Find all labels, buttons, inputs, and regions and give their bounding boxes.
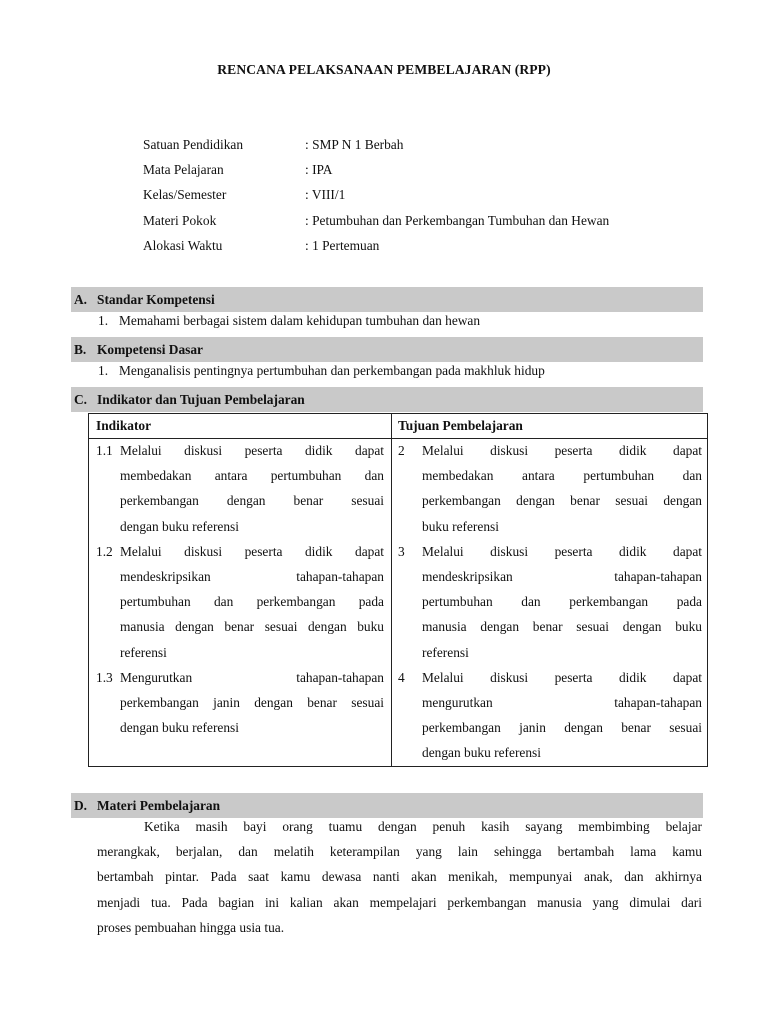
indikator-line: mendeskripsikan tahapan-tahapan	[120, 568, 384, 584]
table-header-indikator: Indikator	[96, 418, 152, 433]
section-title: Standar Kompetensi	[97, 292, 215, 307]
tujuan-number: 3	[398, 543, 405, 559]
indikator-line: membedakan antara pertumbuhan dan	[120, 468, 384, 484]
section-letter: D.	[74, 798, 88, 813]
paragraph-line: bertambah pintar. Pada saat kamu dewasa nanti akan menikah, mempunyai anak, dan akhirnya	[97, 869, 702, 885]
tujuan-line: pertumbuhan dan perkembangan pada	[422, 594, 702, 610]
tujuan-line: manusia dengan benar sesuai dengan buku	[422, 619, 702, 635]
identity-label: Mata Pelajaran	[143, 162, 224, 178]
identity-value: : 1 Pertemuan	[305, 237, 380, 253]
section-header-kompetensi-dasar	[71, 337, 703, 362]
indikator-line: Melalui diskusi peserta didik dapat	[120, 543, 384, 559]
paragraph-line: proses pembuahan hingga usia tua.	[97, 919, 285, 935]
identity-value: : Petumbuhan dan Perkembangan Tumbuhan dan Hewan	[305, 212, 610, 228]
indikator-line: perkembangan janin dengan benar sesuai	[120, 694, 384, 710]
section-title: Indikator dan Tujuan Pembelajaran	[97, 392, 305, 407]
identity-label: Kelas/Semester	[143, 187, 227, 203]
section-letter: A.	[74, 292, 88, 307]
tujuan-line: mengurutkan tahapan-tahapan	[422, 694, 702, 710]
list-number: 1.	[98, 313, 109, 328]
tujuan-line: mendeskripsikan tahapan-tahapan	[422, 568, 702, 584]
tujuan-number: 2	[398, 443, 405, 458]
list-text: Memahami berbagai sistem dalam kehidupan tumbuhan dan hewan	[119, 313, 481, 328]
identity-row	[143, 236, 609, 261]
indikator-number: 1.2	[96, 543, 113, 559]
identity-value: : IPA	[305, 162, 333, 178]
section-title: Kompetensi Dasar	[97, 342, 204, 357]
tujuan-line: Melalui diskusi peserta didik dapat	[422, 669, 702, 685]
identity-label: Materi Pokok	[143, 212, 217, 228]
indikator-tujuan-table	[88, 413, 708, 767]
indikator-line: dengan buku referensi	[120, 720, 239, 736]
tujuan-line: buku referensi	[422, 518, 499, 534]
indikator-line: dengan buku referensi	[120, 518, 239, 534]
list-item	[98, 361, 545, 381]
section-letter: C.	[74, 392, 88, 407]
materi-paragraph	[97, 814, 702, 940]
indikator-line: perkembangan dengan benar sesuai	[120, 493, 384, 509]
identity-row	[143, 160, 609, 185]
indikator-number: 1.1	[96, 443, 113, 458]
indikator-line: Melalui diskusi peserta didik dapat	[120, 443, 384, 458]
identity-value: : VIII/1	[305, 187, 346, 203]
table-column-divider	[391, 414, 392, 766]
identity-value: : SMP N 1 Berbah	[305, 137, 404, 152]
identity-block	[143, 135, 609, 261]
identity-row	[143, 211, 609, 236]
list-text: Menganalisis pentingnya pertumbuhan dan perkembangan pada makhluk hidup	[119, 363, 545, 378]
indikator-line: pertumbuhan dan perkembangan pada	[120, 594, 384, 610]
tujuan-line: perkembangan janin dengan benar sesuai	[422, 720, 702, 736]
indikator-line: referensi	[120, 644, 167, 660]
list-number: 1.	[98, 363, 109, 378]
tujuan-number: 4	[398, 669, 405, 685]
tujuan-line: Melalui diskusi peserta didik dapat	[422, 543, 702, 559]
tujuan-line: membedakan antara pertumbuhan dan	[422, 468, 702, 484]
tujuan-line: dengan buku referensi	[422, 745, 541, 761]
section-header-indikator-tujuan	[71, 387, 703, 412]
section-title: Materi Pembelajaran	[97, 798, 221, 813]
tujuan-line: Melalui diskusi peserta didik dapat	[422, 443, 702, 458]
table-header-tujuan: Tujuan Pembelajaran	[398, 418, 523, 433]
indikator-number: 1.3	[96, 669, 113, 685]
identity-row	[143, 185, 609, 210]
paragraph-line: merangkak, berjalan, dan melatih keterampilan yang lain sehingga bertambah lama kamu	[97, 844, 702, 860]
indikator-line: manusia dengan benar sesuai dengan buku	[120, 619, 384, 635]
identity-label: Alokasi Waktu	[143, 237, 223, 253]
identity-row	[143, 135, 609, 160]
indikator-line: Mengurutkan tahapan-tahapan	[120, 669, 384, 685]
paragraph-line: menjadi tua. Pada bagian ini kalian akan mempelajari perkembangan manusia yang dimulai dari	[97, 894, 702, 910]
section-letter: B.	[74, 342, 87, 357]
document-title: RENCANA PELAKSANAAN PEMBELAJARAN (RPP)	[217, 62, 551, 77]
identity-label: Satuan Pendidikan	[143, 137, 244, 152]
tujuan-line: perkembangan dengan benar sesuai dengan	[422, 493, 702, 509]
section-header-standar-kompetensi	[71, 287, 703, 312]
list-item	[98, 311, 480, 331]
tujuan-line: referensi	[422, 644, 469, 660]
paragraph-line: Ketika masih bayi orang tuamu dengan penuh kasih sayang membimbing belajar	[144, 819, 702, 834]
